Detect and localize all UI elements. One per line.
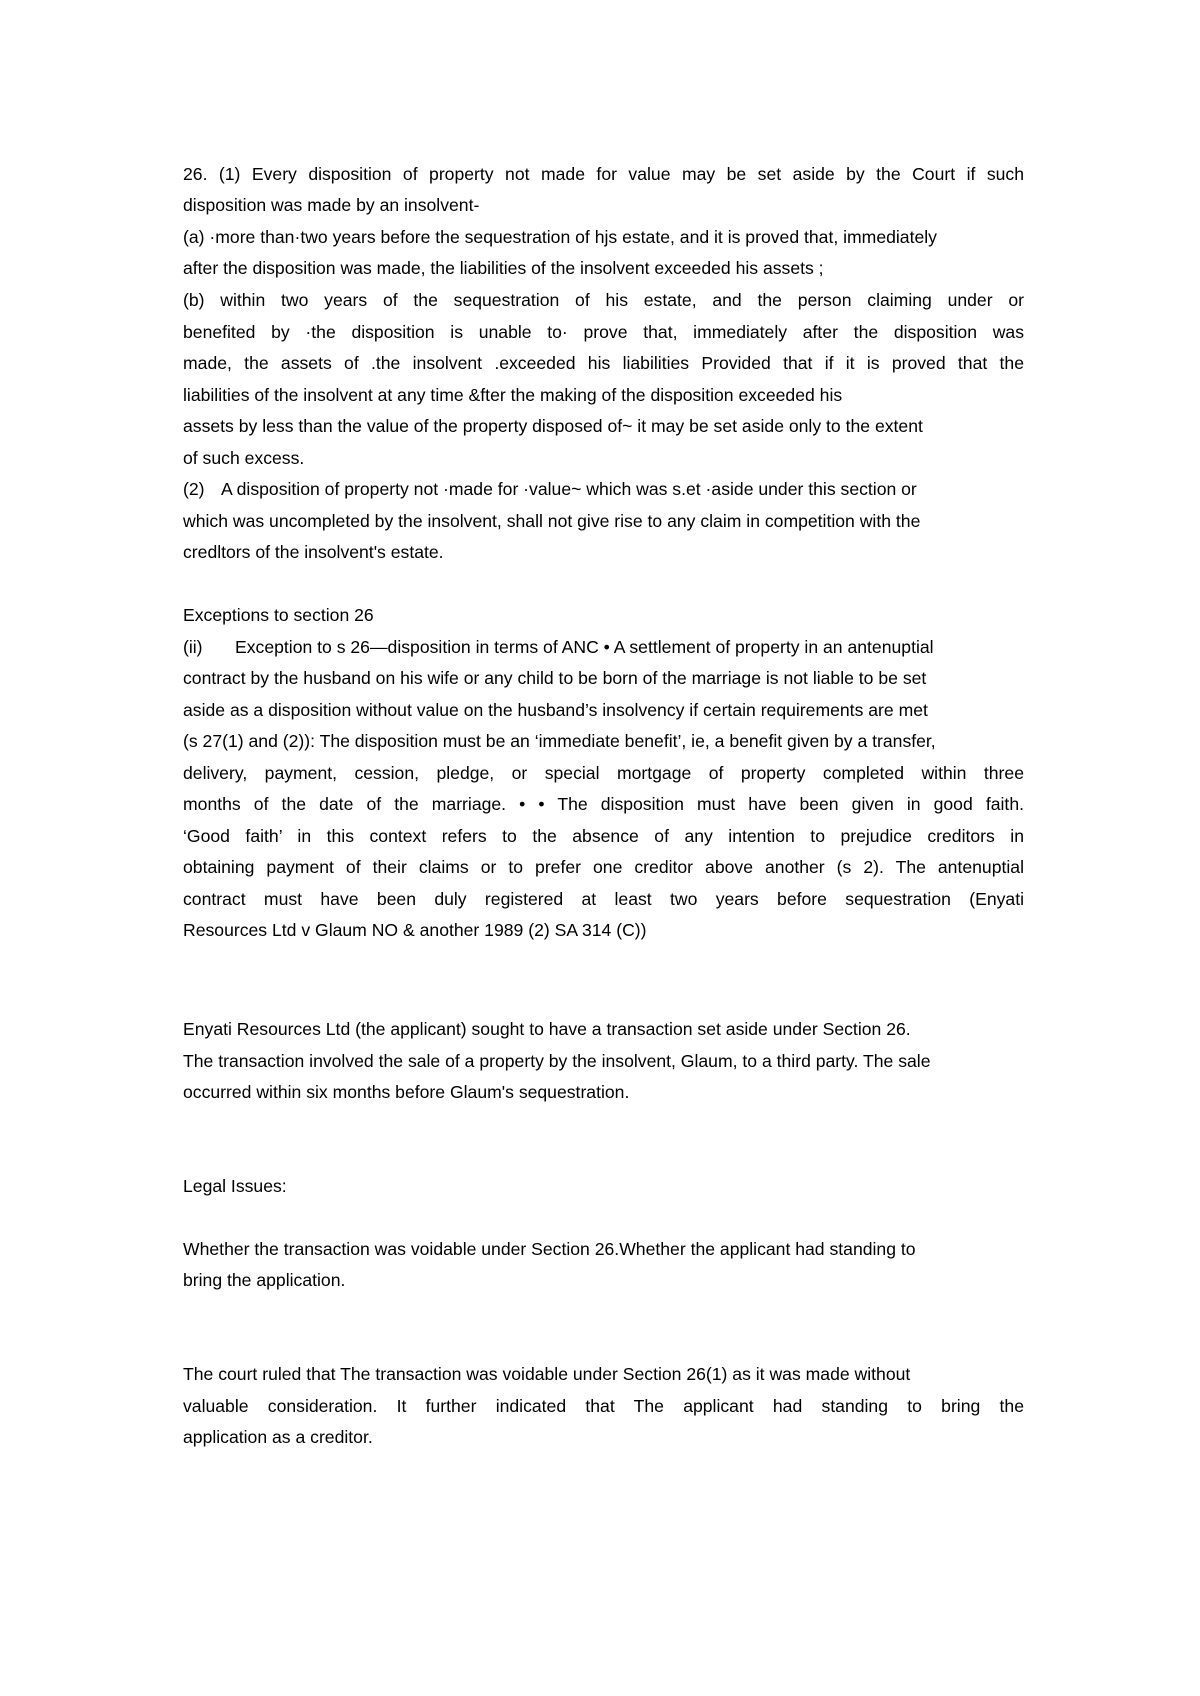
text-line: contract by the husband on his wife or any child to be born of the marriage is not liable to be set <box>183 668 927 688</box>
text-line: after the disposition was made, the liabilities of the insolvent exceeded his assets ; <box>183 258 824 278</box>
text-line: liabilities of the insolvent at any time &fter the making of the disposition exceeded his <box>183 385 843 405</box>
subsection-number: (2) <box>183 479 205 499</box>
text-line: 26. (1) Every disposition of property not made for value may be set aside by the Court if such <box>183 164 1024 184</box>
section-heading: Legal Issues: <box>183 1176 287 1196</box>
text-line: Enyati Resources Ltd (the applicant) sought to have a transaction set aside under Section 26. <box>183 1019 911 1039</box>
text-line: months of the date of the marriage. • • The disposition must have been given in good faith. <box>183 794 1024 814</box>
numbered-line <box>183 635 1024 659</box>
text-line: application as a creditor. <box>183 1427 373 1447</box>
text-line: delivery, payment, cession, pledge, or special mortgage of property completed within three <box>183 763 1024 783</box>
text-line: A disposition of property not ·made for ·value~ which was s.et ·aside under this section or <box>221 479 917 499</box>
section-heading: Exceptions to section 26 <box>183 605 374 625</box>
text-line: made, the assets of .the insolvent .exceeded his liabilities Provided that if it is proved that the <box>183 353 1024 373</box>
text-line: bring the application. <box>183 1270 346 1290</box>
text-line: benefited by ·the disposition is unable to· prove that, immediately after the disposition was <box>183 322 1024 342</box>
text-line: ‘Good faith’ in this context refers to the absence of any intention to prejudice creditors in <box>183 826 1024 846</box>
text-line: (s 27(1) and (2)): The disposition must be an ‘immediate benefit’, ie, a benefit given by a transfer, <box>183 731 936 751</box>
item-number: (ii) <box>183 637 203 657</box>
text-line: Whether the transaction was voidable under Section 26.Whether the applicant had standing to <box>183 1239 916 1259</box>
text-line: occurred within six months before Glaum's sequestration. <box>183 1082 630 1102</box>
text-line: (a) ·more than·two years before the sequestration of hjs estate, and it is proved that, immediately <box>183 227 937 247</box>
text-line: obtaining payment of their claims or to prefer one creditor above another (s 2). The antenuptial <box>183 857 1024 877</box>
text-line: assets by less than the value of the property disposed of~ it may be set aside only to the extent <box>183 416 923 436</box>
text-line: Resources Ltd v Glaum NO & another 1989 (2) SA 314 (C)) <box>183 920 647 940</box>
text-line: contract must have been duly registered at least two years before sequestration (Enyati <box>183 889 1024 909</box>
text-line: The court ruled that The transaction was voidable under Section 26(1) as it was made without <box>183 1364 911 1384</box>
text-line: credltors of the insolvent's estate. <box>183 542 444 562</box>
text-line: aside as a disposition without value on the husband’s insolvency if certain requirements are met <box>183 700 928 720</box>
text-line: which was uncompleted by the insolvent, shall not give rise to any claim in competition with the <box>183 511 921 531</box>
text-line: (b) within two years of the sequestration of his estate, and the person claiming under or <box>183 290 1024 310</box>
text-line: valuable consideration. It further indicated that The applicant had standing to bring the <box>183 1396 1024 1416</box>
numbered-line <box>183 477 1024 501</box>
text-line: of such excess. <box>183 448 305 468</box>
text-line: The transaction involved the sale of a property by the insolvent, Glaum, to a third party. The sale <box>183 1051 931 1071</box>
text-line: Exception to s 26—disposition in terms of ANC • A settlement of property in an antenuptial <box>235 637 934 657</box>
text-line: disposition was made by an insolvent- <box>183 195 480 215</box>
